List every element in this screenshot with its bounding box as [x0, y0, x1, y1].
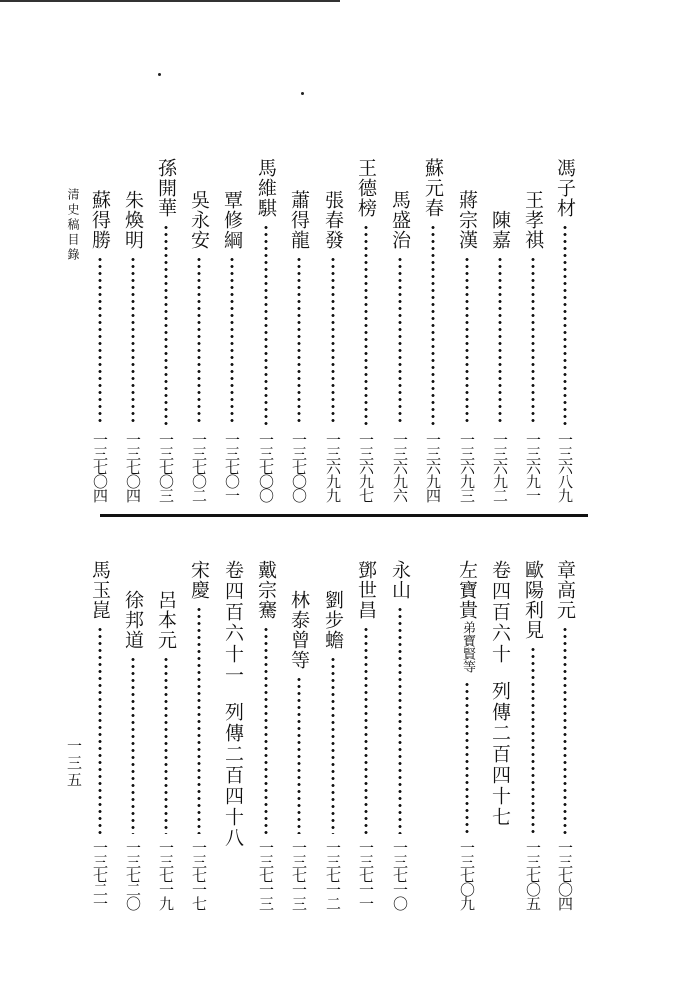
- section-divider: [100, 514, 588, 517]
- entry-name: 王孝祺: [522, 190, 544, 250]
- toc-entry: [352, 158, 380, 502]
- entry-name: 徐邦道: [122, 590, 144, 650]
- entry-name: 林泰曾等: [288, 590, 310, 670]
- entry-page-number: 一三六九六: [391, 432, 409, 502]
- entry-name: 蘇元春: [422, 158, 444, 218]
- entry-page-number: 一三七一二: [324, 840, 342, 910]
- entry-name: 馬玉崑: [89, 560, 111, 620]
- dot-leader: [330, 256, 336, 426]
- toc-entry: [519, 190, 547, 502]
- dot-leader: [464, 681, 470, 834]
- toc-entry: [252, 560, 280, 910]
- entry-page-number: 一三六九四: [424, 432, 442, 502]
- toc-entry: [419, 158, 447, 502]
- dot-leader: [263, 626, 269, 834]
- entry-page-number: 一三七一七: [190, 840, 208, 910]
- dot-leader: [497, 256, 503, 426]
- volume-number: 卷四百六十一: [222, 560, 244, 686]
- dot-leader: [530, 256, 536, 426]
- dot-leader: [130, 256, 136, 426]
- entry-page-number: 一三七二〇: [124, 840, 142, 910]
- dot-leader: [397, 256, 403, 426]
- toc-entry: [551, 560, 579, 910]
- entry-page-number: 一三六九一: [524, 432, 542, 502]
- entry-page-number: 一三六九七: [357, 432, 375, 502]
- entry-page-number: 一三七〇四: [124, 432, 142, 502]
- volume-title: 列傳二百四十七: [489, 681, 511, 828]
- entry-name: 孫開華: [155, 158, 177, 218]
- entry-annotation: 弟寶賢等: [460, 621, 475, 673]
- toc-entry: [86, 560, 114, 910]
- dot-leader: [263, 224, 269, 426]
- entry-name: 宋慶: [188, 560, 210, 600]
- entry-name: 馮子材: [554, 158, 576, 218]
- entry-page-number: 一三七〇〇: [257, 432, 275, 502]
- dot-leader: [296, 676, 302, 834]
- volume-title: 列傳二百四十八: [222, 702, 244, 849]
- toc-entry: [551, 158, 579, 502]
- dot-leader: [530, 646, 536, 834]
- entry-name: 王德榜: [355, 158, 377, 218]
- dot-leader: [97, 256, 103, 426]
- dot-leader: [196, 256, 202, 426]
- entry-name: 陳嘉: [489, 210, 511, 250]
- entry-page-number: 一三七一〇: [391, 840, 409, 910]
- dot-leader: [97, 626, 103, 834]
- dot-leader: [163, 224, 169, 426]
- entry-name: 張春發: [322, 190, 344, 250]
- dot-leader: [464, 256, 470, 426]
- toc-entry: [285, 190, 313, 502]
- toc-entry: [119, 190, 147, 502]
- entry-page-number: 一三七〇一: [223, 432, 241, 502]
- toc-entry: [218, 190, 246, 502]
- toc-entry: [252, 158, 280, 502]
- entry-page-number: 一三七〇三: [157, 432, 175, 502]
- toc-entry: [185, 560, 213, 910]
- dot-leader: [196, 606, 202, 834]
- entry-name: 蔣宗漢: [456, 190, 478, 250]
- toc-entry: [386, 190, 414, 502]
- toc-entry: [486, 210, 514, 502]
- dot-leader: [430, 224, 436, 426]
- entry-page-number: 一三七一一: [357, 840, 375, 910]
- toc-entry: [86, 190, 114, 502]
- dot-leader: [229, 256, 235, 426]
- entry-name: 歐陽利見: [522, 560, 544, 640]
- dot-leader: [397, 606, 403, 834]
- toc-entry: [119, 590, 147, 910]
- dot-leader: [363, 224, 369, 426]
- entry-name: 馬盛治: [389, 190, 411, 250]
- entry-name: 蕭得龍: [288, 190, 310, 250]
- entry-page-number: 一三七一九: [157, 840, 175, 910]
- toc-entry: [453, 560, 481, 910]
- entry-page-number: 一三六九九: [324, 432, 342, 502]
- ink-speck: [158, 73, 161, 76]
- volume-number: 卷四百六十: [489, 560, 511, 665]
- toc-entry: [152, 158, 180, 502]
- entry-page-number: 一三七〇九: [458, 840, 476, 910]
- entry-name: 左寶貴: [456, 560, 478, 620]
- volume-heading: [488, 560, 512, 828]
- entry-page-number: 一三六九二: [491, 432, 509, 502]
- entry-page-number: 一三七二一: [91, 840, 109, 910]
- toc-entry: [152, 590, 180, 910]
- dot-leader: [363, 626, 369, 834]
- page-number: 一三五: [65, 738, 83, 789]
- toc-entry: [285, 590, 313, 910]
- volume-heading: [221, 560, 245, 849]
- entry-name: 戴宗騫: [255, 560, 277, 620]
- toc-entry: [386, 560, 414, 910]
- entry-name: 覃修綱: [221, 190, 243, 250]
- entry-name: 呂本元: [155, 590, 177, 650]
- running-head: 清史稿目錄: [66, 188, 80, 263]
- entry-page-number: 一三七〇二: [190, 432, 208, 502]
- entry-page-number: 一三七一三: [290, 840, 308, 910]
- toc-entry: [185, 190, 213, 502]
- toc-entry: [519, 560, 547, 910]
- entry-name: 蘇得勝: [89, 190, 111, 250]
- toc-entry: [352, 560, 380, 910]
- ink-speck: [301, 92, 304, 95]
- entry-name: 吳永安: [188, 190, 210, 250]
- entry-page-number: 一三六九三: [458, 432, 476, 502]
- entry-page-number: 一三七〇四: [556, 840, 574, 910]
- dot-leader: [163, 656, 169, 834]
- entry-name: 永山: [389, 560, 411, 600]
- toc-entry: [319, 190, 347, 502]
- entry-page-number: 一三六八九: [556, 432, 574, 502]
- entry-page-number: 一三七一三: [257, 840, 275, 910]
- dot-leader: [562, 224, 568, 426]
- entry-name: 章高元: [554, 560, 576, 620]
- entry-page-number: 一三七〇〇: [290, 432, 308, 502]
- dot-leader: [296, 256, 302, 426]
- entry-name: 朱煥明: [122, 190, 144, 250]
- top-rule: [0, 0, 340, 2]
- entry-name: 鄧世昌: [355, 560, 377, 620]
- dot-leader: [562, 626, 568, 834]
- toc-entry: [319, 590, 347, 910]
- entry-page-number: 一三七〇五: [524, 840, 542, 910]
- dot-leader: [330, 656, 336, 834]
- entry-name: 劉步蟾: [322, 590, 344, 650]
- dot-leader: [130, 656, 136, 834]
- toc-entry: [453, 190, 481, 502]
- entry-page-number: 一三七〇四: [91, 432, 109, 502]
- entry-name: 馬維騏: [255, 158, 277, 218]
